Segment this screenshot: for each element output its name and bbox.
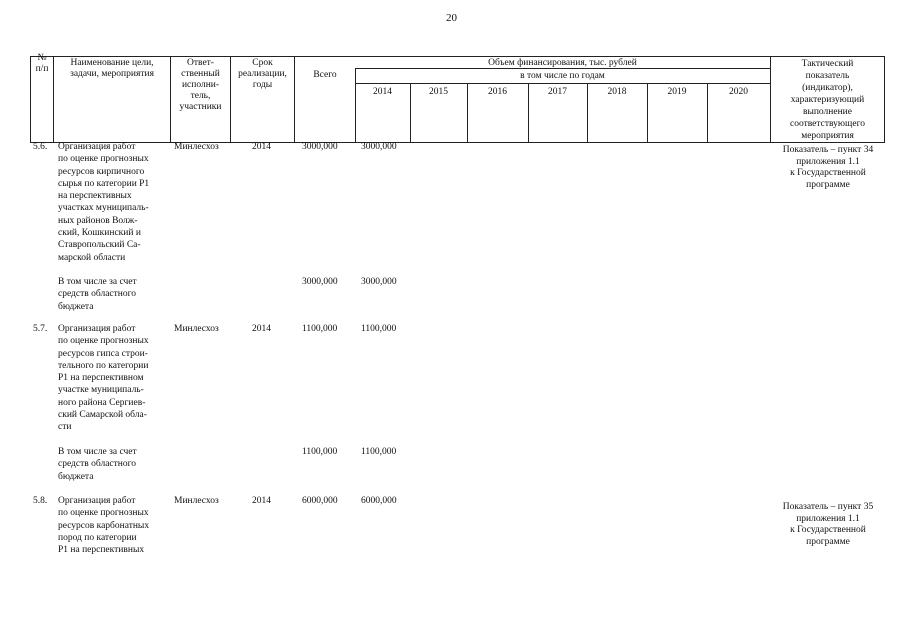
header-year-2015: 2015: [429, 87, 448, 97]
row-name: В том числе за счет средств областного бюджета: [58, 447, 137, 482]
header-total: Всего: [313, 70, 337, 80]
page-number: 20: [446, 12, 457, 24]
row-term: 2014: [252, 142, 271, 152]
row-total: 3000,000: [302, 142, 338, 152]
header-year-2018: 2018: [607, 87, 627, 97]
row-executor: Минлесхоз: [174, 142, 219, 152]
header-no: № п/п: [35, 53, 49, 74]
row-total: 6000,000: [302, 496, 338, 506]
row-name: Организация работ по оценке прогнозных ресурсов кирпичного сырья по категории Р1 на перспективных участках муниципаль- ных районов Волж- ский, Кошкинский и Ставропольский Са- марской области: [58, 142, 150, 263]
row-indicator: Показатель – пункт 35 приложения 1.1 к Государственной программе: [782, 502, 874, 547]
header-year-2016: 2016: [488, 87, 507, 97]
header-year-2017: 2017: [548, 87, 567, 97]
row-name: В том числе за счет средств областного бюджета: [58, 277, 137, 312]
row-executor: Минлесхоз: [174, 324, 219, 334]
header-name: Наименование цели, задачи, мероприятия: [70, 58, 154, 79]
header-indicator: Тактический показатель (индикатор), характеризующий выполнение соответствующего мероприятия: [790, 59, 865, 141]
header-year-2019: 2019: [667, 87, 687, 97]
header-funding: Объем финансирования, тыс. рублей: [488, 58, 637, 68]
row-2014: 1100,000: [361, 447, 397, 457]
row-2014: 6000,000: [361, 496, 397, 506]
row-total: 3000,000: [302, 277, 338, 287]
row-total: 1100,000: [302, 447, 338, 457]
header-year-2014: 2014: [373, 87, 392, 97]
header-executor: Ответ- ственный исполни- тель, участники: [179, 58, 222, 112]
header-year-2020: 2020: [729, 87, 748, 97]
row-2014: 3000,000: [361, 142, 397, 152]
row-number: 5.7.: [33, 324, 48, 334]
header-by-years: в том числе по годам: [520, 71, 605, 81]
row-total: 1100,000: [302, 324, 338, 334]
row-name: Организация работ по оценке прогнозных ресурсов гипса строи- тельного по категории Р1 на перспективном участке муниципаль- ного района Сергиев- ский Самарской обла- сти: [58, 324, 149, 433]
row-number: 5.6.: [33, 142, 48, 152]
row-name: Организация работ по оценке прогнозных ресурсов карбонатных пород по категории Р1 на перспективных: [58, 496, 150, 556]
row-executor: Минлесхоз: [174, 496, 219, 506]
row-indicator: Показатель – пункт 34 приложения 1.1 к Государственной программе: [782, 145, 874, 190]
row-number: 5.8.: [33, 496, 48, 506]
header-term: Срок реализации, годы: [238, 58, 287, 90]
row-2014: 3000,000: [361, 277, 397, 287]
row-2014: 1100,000: [361, 324, 397, 334]
row-term: 2014: [252, 496, 271, 506]
row-term: 2014: [252, 324, 271, 334]
